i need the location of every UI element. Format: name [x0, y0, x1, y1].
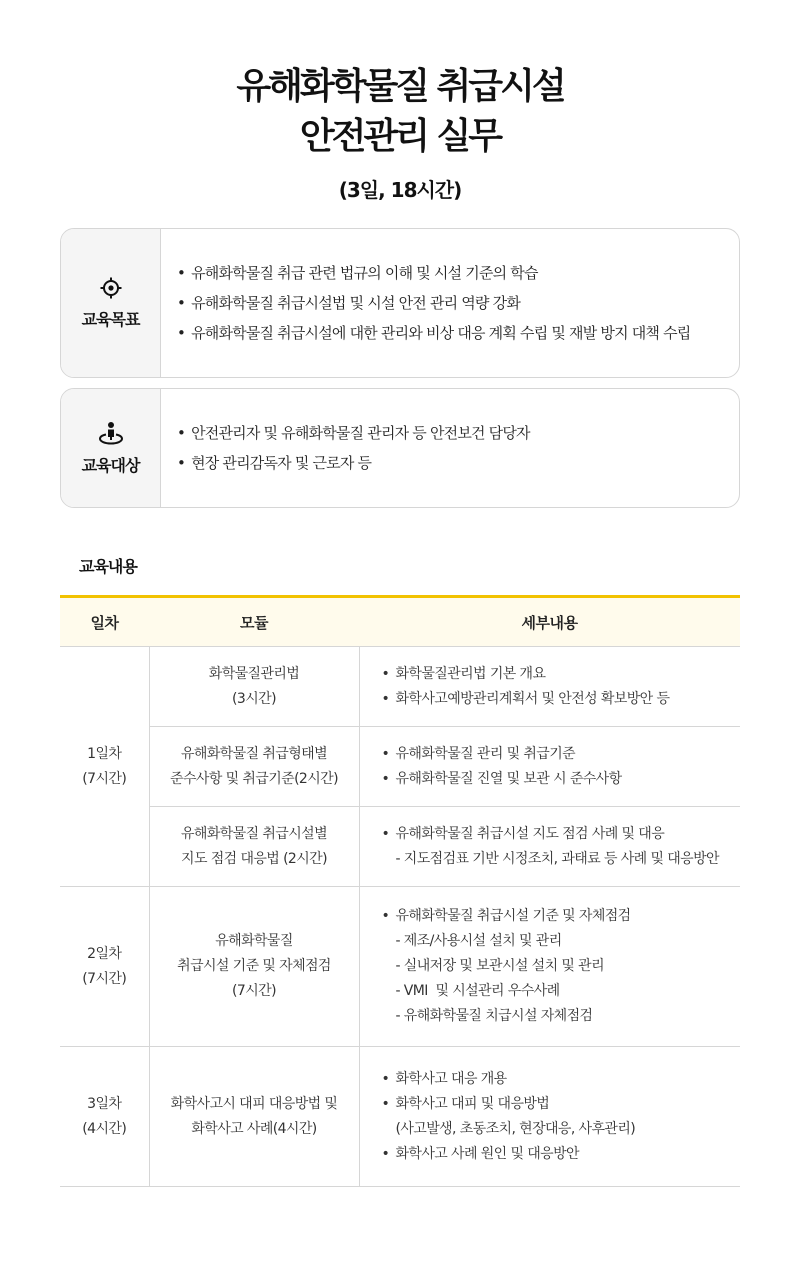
module-line: (3시간) — [232, 690, 276, 707]
schedule-table — [60, 595, 740, 1187]
detail-line: - 제조/사용시설 설치 및 관리 — [395, 933, 562, 949]
day-label: 2일차 — [87, 945, 122, 962]
detail-line: • 유해화학물질 관리 및 취급기준 — [382, 742, 741, 767]
target-list — [161, 389, 739, 507]
detail-line: • 화학사고예방관리계획서 및 안전성 확보방안 등 — [382, 687, 741, 712]
header-day: 일차 — [60, 597, 149, 647]
detail-line: • 유해화학물질 진열 및 보관 시 준수사항 — [382, 767, 741, 792]
table-row — [60, 807, 740, 887]
module-line: 유해화학물질 취급시설별 — [180, 825, 327, 842]
table-header-row — [60, 597, 740, 647]
table-row — [60, 647, 740, 727]
day-hours: (7시간) — [82, 970, 127, 987]
module-line: 준수사항 및 취급기준(2시간) — [170, 770, 338, 787]
target-item: • 안전관리자 및 유해화학물질 관리자 등 안전보건 담당자 — [177, 418, 739, 448]
detail-line: - 실내저장 및 보관시설 설치 및 관리 — [395, 958, 604, 974]
module-line: 화학사고시 대피 대응방법 및 — [170, 1095, 338, 1112]
title-block — [0, 62, 800, 204]
module-cell — [149, 887, 359, 1047]
detail-line: • 화학사고 사례 원인 및 대응방안 — [382, 1142, 741, 1167]
module-line: 화학사고 사례(4시간) — [191, 1120, 317, 1137]
table-row — [60, 1047, 740, 1187]
detail-line: - VMI 및 시설관리 우수사례 — [395, 983, 560, 999]
person-location-icon — [98, 421, 124, 445]
day-label: 1일차 — [87, 745, 122, 762]
detail-line: • 화학사고 대응 개용 — [382, 1067, 741, 1092]
detail-cell — [359, 1047, 740, 1187]
day-hours: (7시간) — [82, 770, 127, 787]
module-cell — [149, 647, 359, 727]
detail-line: • 화학물질관리법 기본 개요 — [382, 662, 741, 687]
target-header — [61, 389, 161, 507]
detail-cell — [359, 647, 740, 727]
module-line: 지도 점검 대응법 (2시간) — [181, 850, 327, 867]
table-row — [60, 727, 740, 807]
detail-cell — [359, 807, 740, 887]
header-module: 모듈 — [149, 597, 359, 647]
day-label: 3일차 — [87, 1095, 122, 1112]
day-hours: (4시간) — [82, 1120, 127, 1137]
target-box — [60, 388, 740, 508]
detail-line: - 유해화학물질 치급시설 자체점검 — [395, 1008, 593, 1024]
table-row — [60, 887, 740, 1047]
day-cell — [60, 887, 149, 1047]
target-item: • 현장 관리감독자 및 근로자 등 — [177, 448, 739, 478]
module-cell — [149, 1047, 359, 1187]
header-detail: 세부내용 — [359, 597, 740, 647]
target-label: 교육대상 — [81, 455, 140, 475]
detail-line: • 유해화학물질 취급시설 기준 및 자체점검 — [382, 904, 741, 929]
goal-item: • 유해화학물질 취급시설법 및 시설 안전 관리 역량 강화 — [177, 288, 739, 318]
module-cell — [149, 727, 359, 807]
goal-item: • 유해화학물질 취급 관련 법규의 이해 및 시설 기준의 학습 — [177, 258, 739, 288]
target-icon — [100, 277, 122, 299]
page-title-line-1: 유해화학물질 취급시설 — [236, 66, 564, 107]
goal-label: 교육목표 — [81, 309, 140, 329]
detail-cell — [359, 727, 740, 807]
module-line: 취급시설 기준 및 자체점검 — [177, 958, 331, 974]
module-line: 화학물질관리법 — [208, 665, 300, 682]
detail-line: • 화학사고 대피 및 대응방법 — [382, 1092, 741, 1117]
module-cell — [149, 807, 359, 887]
day-cell — [60, 647, 149, 887]
module-line: 유해화학물질 취급형태별 — [180, 745, 327, 762]
detail-line: - 지도점검표 기반 시정조치, 과태료 등 사례 및 대응방안 — [395, 850, 719, 867]
goal-list — [161, 229, 739, 377]
section-title: 교육내용 — [79, 557, 137, 576]
page-subtitle: (3일, 18시간) — [338, 178, 462, 202]
goal-box — [60, 228, 740, 378]
goal-header — [61, 229, 161, 377]
detail-cell — [359, 887, 740, 1047]
page-title-line-2: 안전관리 실무 — [299, 116, 501, 157]
goal-item: • 유해화학물질 취급시설에 대한 관리와 비상 대응 계획 수립 및 재발 방지 대책 수립 — [177, 318, 739, 348]
module-line: (7시간) — [232, 983, 276, 999]
detail-line: • 유해화학물질 취급시설 지도 점검 사례 및 대응 — [382, 822, 741, 847]
day-cell — [60, 1047, 149, 1187]
module-line: 유해화학물질 — [215, 933, 293, 949]
detail-line: (사고발생, 초동조치, 현장대응, 사후관리) — [395, 1120, 636, 1137]
